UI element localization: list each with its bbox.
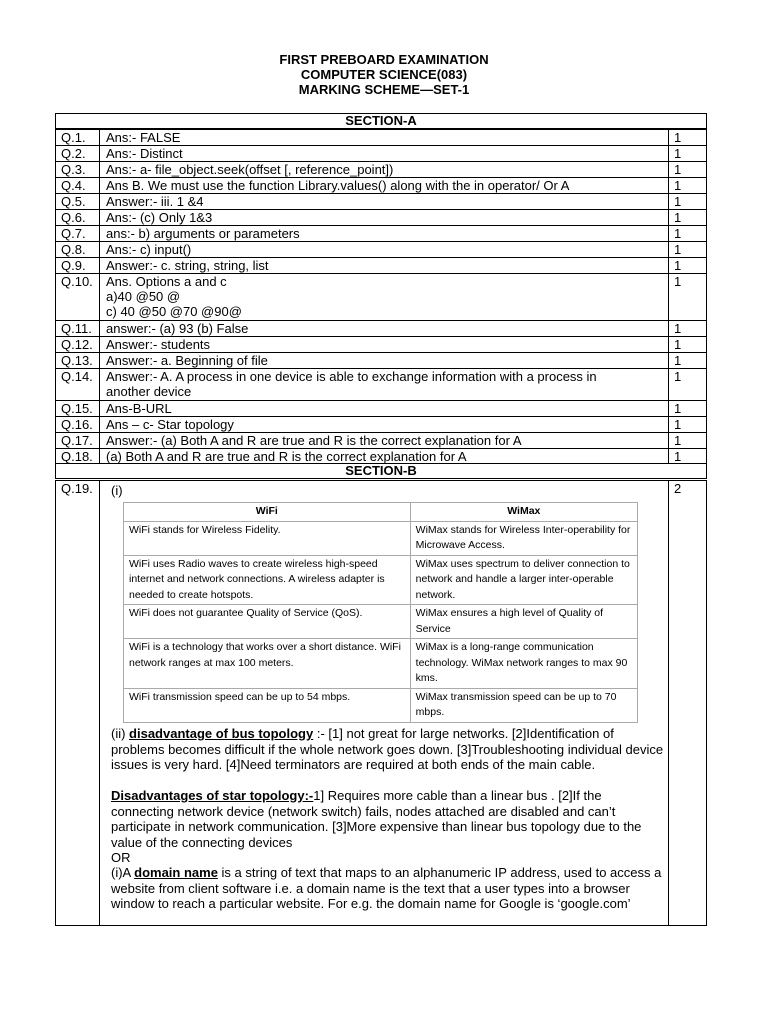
table-row	[55, 320, 707, 336]
domain-name-paragraph	[111, 865, 666, 912]
section-a-heading: SECTION-A	[55, 113, 707, 129]
wimax-cell: WiMax ensures a high level of Quality of Service	[410, 605, 637, 639]
marks-cell: 1	[668, 162, 708, 177]
marks-cell: 2	[668, 481, 708, 925]
answer-line: a)40 @50 @	[106, 289, 181, 304]
wifi-wimax-table	[123, 502, 638, 723]
answer-line: Ans:- FALSE	[106, 130, 181, 145]
answer-line: Answer:- iii. 1 &4	[106, 194, 204, 209]
question-number: Q.6.	[56, 210, 100, 225]
table-row	[55, 416, 707, 432]
table-row	[55, 400, 707, 416]
table-row	[55, 368, 707, 400]
marks-cell: 1	[668, 433, 708, 448]
answer-cell	[101, 449, 668, 464]
question-number: Q.14.	[56, 369, 100, 400]
question-number: Q.9.	[56, 258, 100, 273]
wifi-cell: WiFi uses Radio waves to create wireless high-speed internet and network connections. A wireless adapter is needed to create hotspots.	[124, 555, 411, 605]
marks-cell: 1	[668, 242, 708, 257]
or-label: OR	[111, 850, 131, 865]
question-number: Q.13.	[56, 353, 100, 368]
marks-cell: 1	[668, 337, 708, 352]
table-row	[55, 448, 707, 464]
answer-line: Ans-B-URL	[106, 401, 172, 416]
answer-line: Answer:- c. string, string, list	[106, 258, 269, 273]
question-number: Q.7.	[56, 226, 100, 241]
answer-cell	[101, 210, 668, 225]
table-row	[55, 161, 707, 177]
domain-name-heading: domain name	[134, 865, 218, 880]
bus-topology-heading: disadvantage of bus topology	[129, 726, 314, 741]
marks-cell: 1	[668, 369, 708, 400]
wimax-cell: WiMax stands for Wireless Inter-operability for Microwave Access.	[410, 521, 637, 555]
answer-cell	[101, 178, 668, 193]
question-number: Q.4.	[56, 178, 100, 193]
answer-line: (a) Both A and R are true and R is the correct explanation for A	[106, 449, 467, 464]
table-row	[124, 688, 638, 722]
marks-cell: 1	[668, 449, 708, 463]
table-row	[55, 241, 707, 257]
answer-line: Answer:- a. Beginning of file	[106, 353, 268, 368]
marks-cell: 1	[668, 194, 708, 209]
table-row	[124, 555, 638, 605]
answer-cell	[101, 353, 668, 368]
wifi-cell: WiFi stands for Wireless Fidelity.	[124, 521, 411, 555]
answer-cell	[101, 369, 668, 399]
answer-cell	[101, 258, 668, 273]
marks-cell: 1	[668, 401, 708, 416]
table-row-q19	[55, 480, 707, 926]
bus-topology-text: :- [1] not great for large networks. [2]Identification of problems becomes difficult if the whole network goes down. [3]Troubleshooting individual device issues is very hard. [4]Need terminators are required at both ends of the main cable.	[111, 726, 664, 772]
table-row	[124, 639, 638, 689]
question-number: Q.19.	[56, 481, 100, 925]
table-row	[55, 257, 707, 273]
marks-cell: 1	[668, 226, 708, 241]
answer-line: Ans:- (c) Only 1&3	[106, 210, 213, 225]
answer-line: c) 40 @50 @70 @90@	[106, 304, 242, 319]
answer-line: answer:- (a) 93 (b) False	[106, 321, 249, 336]
wifi-cell: WiFi transmission speed can be up to 54 mbps.	[124, 688, 411, 722]
answer-cell	[101, 274, 668, 319]
answer-line: ans:- b) arguments or parameters	[106, 226, 300, 241]
marks-cell: 1	[668, 210, 708, 225]
answer-cell	[101, 130, 668, 145]
question-number: Q.1.	[56, 130, 100, 145]
answer-line: another device	[106, 384, 192, 399]
table-row	[55, 145, 707, 161]
marks-cell: 1	[668, 417, 708, 432]
bus-prefix: (ii)	[111, 726, 130, 741]
question-number: Q.3.	[56, 162, 100, 177]
question-number: Q.5.	[56, 194, 100, 209]
table-row	[124, 521, 638, 555]
answer-cell	[101, 321, 668, 336]
answer-line: Ans:- a- file_object.seek(offset [, reference_point])	[106, 162, 394, 177]
wifi-header: WiFi	[124, 503, 411, 522]
question-number: Q.17.	[56, 433, 100, 448]
table-row	[55, 273, 707, 320]
answer-cell	[101, 242, 668, 257]
part-i-label: (i)	[111, 483, 123, 498]
question-number: Q.18.	[56, 449, 100, 463]
bus-topology-paragraph	[111, 726, 666, 773]
answer-line: Answer:- A. A process in one device is able to exchange information with a process in	[106, 369, 597, 384]
star-topology-heading: Disadvantages of star topology:-	[111, 788, 314, 803]
domain-name-text: is a string of text that maps to an alphanumeric IP address, used to access a website from client software i.e. a domain name is the text that a user types into a browser window to reach a particular website. For e.g. the domain name for Google is ‘google.com’	[111, 865, 662, 911]
wimax-header: WiMax	[410, 503, 637, 522]
answer-cell	[101, 146, 668, 161]
domain-prefix: (i)A	[111, 865, 135, 880]
answer-cell	[101, 226, 668, 241]
answer-cell	[101, 433, 668, 448]
marks-cell: 1	[668, 130, 708, 145]
answer-cell	[101, 417, 668, 432]
question-number: Q.10.	[56, 274, 100, 320]
table-row	[55, 177, 707, 193]
table-row	[55, 193, 707, 209]
answer-cell	[101, 337, 668, 352]
answer-line: Ans. Options a and c	[106, 274, 227, 289]
table-row	[55, 352, 707, 368]
answer-line: Answer:- (a) Both A and R are true and R is the correct explanation for A	[106, 433, 522, 448]
table-row	[55, 225, 707, 241]
marks-cell: 1	[668, 274, 708, 320]
marks-cell: 1	[668, 178, 708, 193]
question-number: Q.15.	[56, 401, 100, 416]
answer-cell	[101, 194, 668, 209]
subject-title: COMPUTER SCIENCE(083)	[300, 67, 468, 82]
star-topology-text: 1] Requires more cable than a linear bus . [2]If the connecting network device (network switch) fails, nodes attached are disabled and can’t participate in network communication. [3]More expensive than linear bus topology due to the value of the connecting devices	[111, 788, 642, 850]
question-number: Q.16.	[56, 417, 100, 432]
exam-title: FIRST PREBOARD EXAMINATION	[279, 52, 489, 67]
wimax-cell: WiMax transmission speed can be up to 70 mbps.	[410, 688, 637, 722]
question-number: Q.12.	[56, 337, 100, 352]
answer-line: Ans:- c) input()	[106, 242, 192, 257]
wimax-cell: WiMax is a long-range communication technology. WiMax network ranges to max 90 kms.	[410, 639, 637, 689]
table-row	[55, 432, 707, 448]
wifi-cell: WiFi does not guarantee Quality of Service (QoS).	[124, 605, 411, 639]
answer-line: Answer:- students	[106, 337, 211, 352]
answer-line: Ans:- Distinct	[106, 146, 183, 161]
answer-cell	[101, 162, 668, 177]
marks-cell: 1	[668, 353, 708, 368]
star-topology-paragraph	[111, 788, 666, 850]
wifi-cell: WiFi is a technology that works over a short distance. WiFi network ranges at max 100 meters.	[124, 639, 411, 689]
scheme-title: MARKING SCHEME—SET-1	[298, 82, 470, 97]
answer-cell	[101, 401, 668, 416]
marks-cell: 1	[668, 321, 708, 336]
table-row	[55, 336, 707, 352]
answer-line: Ans – c- Star topology	[106, 417, 234, 432]
table-row	[55, 129, 707, 145]
answer-line: Ans B. We must use the function Library.values() along with the in operator/ Or A	[106, 178, 570, 193]
table-row	[55, 209, 707, 225]
marks-cell: 1	[668, 258, 708, 273]
question-number: Q.11.	[56, 321, 100, 336]
question-number: Q.2.	[56, 146, 100, 161]
marks-cell: 1	[668, 146, 708, 161]
section-b-heading: SECTION-B	[55, 463, 707, 479]
wimax-cell: WiMax uses spectrum to deliver connection to network and handle a larger inter-operable network.	[410, 555, 637, 605]
question-number: Q.8.	[56, 242, 100, 257]
table-row	[124, 605, 638, 639]
